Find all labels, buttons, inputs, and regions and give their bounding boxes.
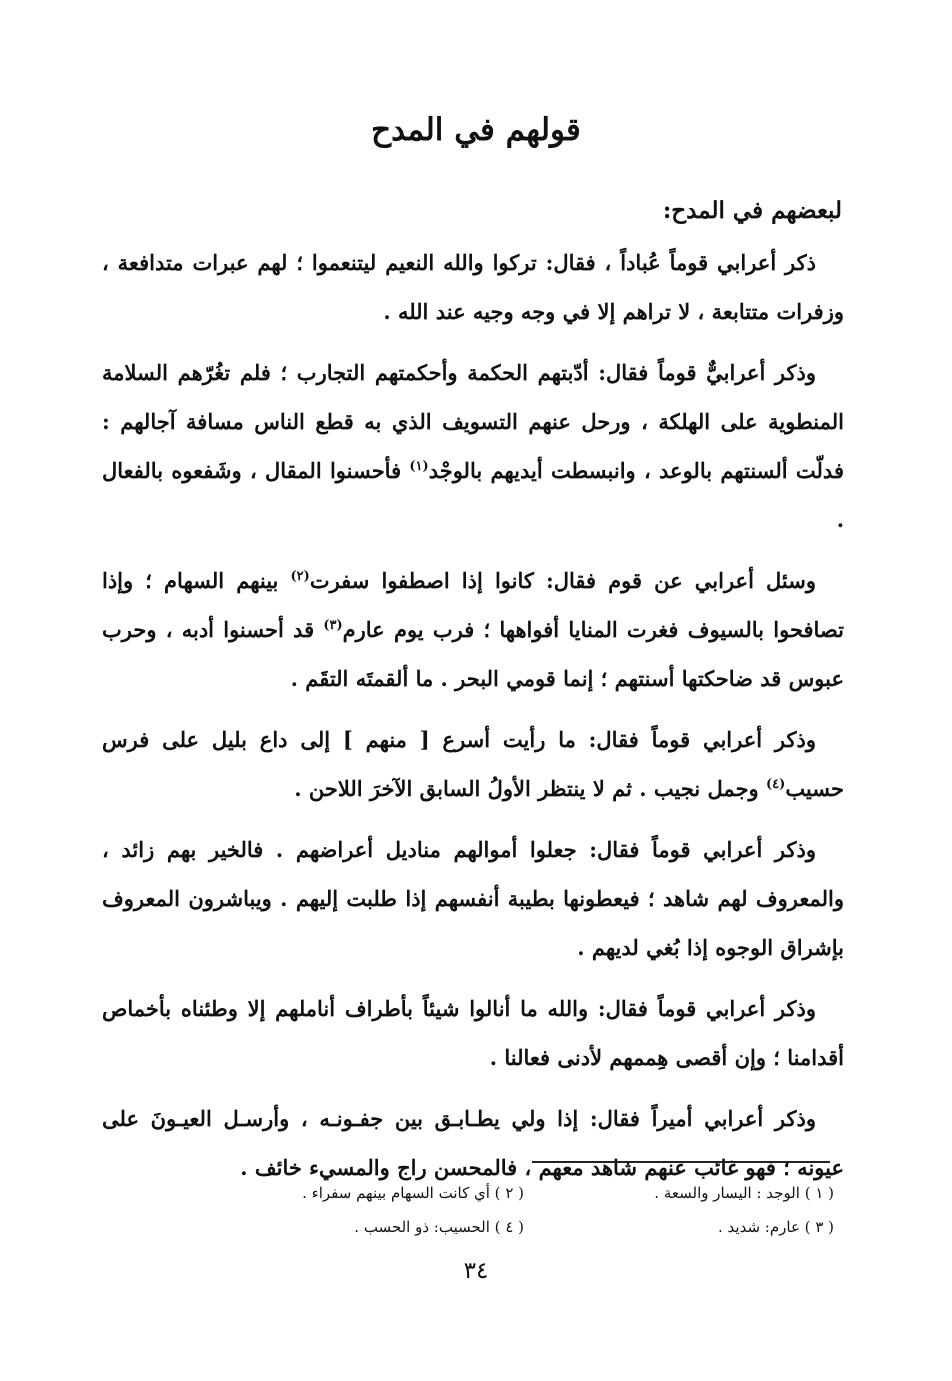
footnote-4: ( ٤ ) الحسيب: ذو الحسب .	[354, 1218, 524, 1236]
footnote-1: ( ١ ) الوجد : اليسار والسعة .	[654, 1184, 834, 1202]
footnote-ref-4: (٤)	[766, 777, 786, 792]
body-text	[102, 238, 844, 1204]
paragraph-3-text-c: قد أحسنوا أدبه ، وحرب عبوس قد ضاحكتها أسنتهم ؛ إنما قومي البحر . ما ألقمتَه التقَم .	[102, 617, 844, 691]
footnote-3: ( ٣ ) عارم: شديد .	[718, 1218, 834, 1236]
paragraph-3-text-b: بينهم السهام ؛ وإذا تصافحوا بالسيوف فغرت المنايا أفواهها ؛ فرب يوم عارم	[102, 568, 844, 642]
paragraph-3	[102, 556, 844, 703]
paragraph-2	[102, 348, 844, 544]
paragraph-2-text-a: وذكر أعرابيٌّ قوماً فقال: أدّبتهم الحكمة وأحكمتهم التجارب ؛ فلم تغُرّهم السلامة المنطوية على الهلكة ، ورحل عنهم التسويف الذي به قطع الناس مسافة آجالهم : فدلّت ألسنتهم بالوعد ، وانبسطت أيديهم بالوجْد	[102, 360, 844, 483]
paragraph-1: ذكر أعرابي قوماً عُباداً ، فقال: تركوا والله النعيم ليتنعموا ؛ لهم عبرات متدافعة ، وزفرات متتابعة ، لا تراهم إلا في وجه وجيه عند الله .	[102, 250, 844, 324]
paragraph-6: وذكر أعرابي قوماً فقال: والله ما أنالوا شيئاً بأطراف أناملهم إلا وطئناه بأخماص أقدامنا ؛ وإن أقصى هِممهم لأدنى فعالنا .	[102, 996, 844, 1070]
footnotes	[254, 1178, 834, 1242]
paragraph-4	[102, 715, 844, 813]
paragraph-7: وذكر أعرابي أميراً فقال: إذا ولي يطـابـق بين جفـونـه ، وأرسـل العيـونَ على عيونه ؛ فهو غائب عنهم شاهد معهم ، فالمحسن راج والمسيء خائف .	[102, 1106, 844, 1180]
paragraph-5: وذكر أعرابي قوماً فقال: جعلوا أموالهم مناديل أعراضهم . فالخير بهم زائد ، والمعروف لهم شاهد ؛ فيعطونها بطيبة أنفسهم إذا طلبت إليهم . ويباشرون المعروف بإشراق الوجوه إذا بُغي لديهم .	[102, 837, 844, 960]
paragraph-2-text-b: فأحسنوا المقال ، وشَفعوه بالفعال .	[102, 458, 844, 532]
footnote-divider	[532, 1161, 830, 1163]
section-heading: لبعضهم في المدح:	[662, 197, 842, 224]
footnote-ref-2: (٢)	[290, 569, 310, 584]
footnote-2: ( ٢ ) أي كانت السهام بينهم سفراء .	[302, 1184, 524, 1202]
paragraph-3-text-a: وسئل أعرابي عن قوم فقال: كانوا إذا اصطفوا سفرت	[309, 568, 817, 593]
paragraph-4-text-b: وجمل نجيب . ثم لا ينتظر الأولُ السابق الآخرَ اللاحن .	[294, 776, 767, 801]
footnote-ref-3: (٣)	[323, 618, 343, 633]
page-number: ٣٤	[463, 1258, 489, 1284]
page-title: قولهم في المدح	[371, 112, 581, 148]
footnote-ref-1: (١)	[409, 459, 429, 474]
paragraph-4-text-a: وذكر أعرابي قوماً فقال: ما رأيت أسرع [ منهم ] إلى داع بليل على فرس حسيب	[102, 727, 844, 801]
